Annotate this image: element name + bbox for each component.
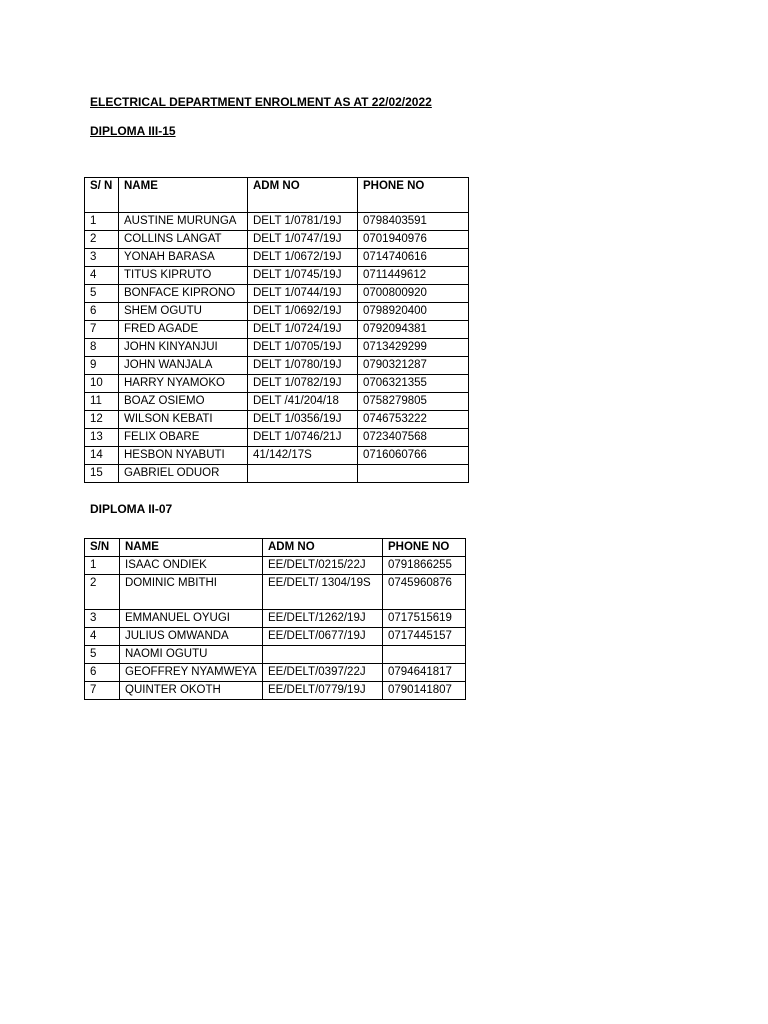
cell-sn: 15 xyxy=(85,465,119,483)
column-header-adm-no: ADM NO xyxy=(263,539,383,557)
column-header-adm-no: ADM NO xyxy=(248,178,358,213)
cell-adm-no: DELT 1/0356/19J xyxy=(248,411,358,429)
table-header-row xyxy=(85,539,466,557)
cell-phone-no: 0716060766 xyxy=(358,447,469,465)
cell-sn: 13 xyxy=(85,429,119,447)
cell-name: HESBON NYABUTI xyxy=(119,447,248,465)
cell-sn: 11 xyxy=(85,393,119,411)
table-row xyxy=(85,557,466,575)
cell-phone-no: 0794641817 xyxy=(383,664,466,682)
table-row xyxy=(85,213,469,231)
cell-sn: 8 xyxy=(85,339,119,357)
table-row xyxy=(85,664,466,682)
cell-adm-no: EE/DELT/1262/19J xyxy=(263,610,383,628)
cell-sn: 12 xyxy=(85,411,119,429)
cell-adm-no: EE/DELT/0397/22J xyxy=(263,664,383,682)
cell-phone-no: 0717445157 xyxy=(383,628,466,646)
cell-adm-no: DELT 1/0781/19J xyxy=(248,213,358,231)
cell-adm-no: EE/DELT/ 1304/19S xyxy=(263,575,383,610)
cell-sn: 9 xyxy=(85,357,119,375)
cell-name: QUINTER OKOTH xyxy=(120,682,263,700)
table-row xyxy=(85,682,466,700)
table-row xyxy=(85,321,469,339)
cell-name: EMMANUEL OYUGI xyxy=(120,610,263,628)
table-row xyxy=(85,267,469,285)
cell-phone-no: 0701940976 xyxy=(358,231,469,249)
cell-sn: 7 xyxy=(85,682,120,700)
cell-adm-no: EE/DELT/0215/22J xyxy=(263,557,383,575)
cell-name: COLLINS LANGAT xyxy=(119,231,248,249)
cell-adm-no: DELT 1/0692/19J xyxy=(248,303,358,321)
diploma-3-table xyxy=(84,177,469,483)
cell-sn: 2 xyxy=(85,231,119,249)
cell-name: SHEM OGUTU xyxy=(119,303,248,321)
cell-phone-no: 0723407568 xyxy=(358,429,469,447)
cell-name: WILSON KEBATI xyxy=(119,411,248,429)
table-header-row xyxy=(85,178,469,213)
cell-phone-no: 0714740616 xyxy=(358,249,469,267)
cell-sn: 4 xyxy=(85,267,119,285)
table-row xyxy=(85,393,469,411)
cell-name: GABRIEL ODUOR xyxy=(119,465,248,483)
cell-sn: 3 xyxy=(85,249,119,267)
cell-phone-no: 0790321287 xyxy=(358,357,469,375)
cell-phone-no: 0717515619 xyxy=(383,610,466,628)
cell-name: BONFACE KIPRONO xyxy=(119,285,248,303)
cell-sn: 1 xyxy=(85,213,119,231)
cell-phone-no: 0713429299 xyxy=(358,339,469,357)
cell-phone-no: 0700800920 xyxy=(358,285,469,303)
cell-name: JULIUS OMWANDA xyxy=(120,628,263,646)
cell-name: YONAH BARASA xyxy=(119,249,248,267)
cell-sn: 6 xyxy=(85,303,119,321)
diploma-3-heading: DIPLOMA III-15 xyxy=(90,124,176,138)
cell-phone-no: 0745960876 xyxy=(383,575,466,610)
cell-name: NAOMI OGUTU xyxy=(120,646,263,664)
column-header-phone-no: PHONE NO xyxy=(358,178,469,213)
cell-adm-no: DELT 1/0780/19J xyxy=(248,357,358,375)
cell-adm-no: DELT 1/0746/21J xyxy=(248,429,358,447)
cell-sn: 2 xyxy=(85,575,120,610)
cell-adm-no: DELT /41/204/18 xyxy=(248,393,358,411)
table-row xyxy=(85,285,469,303)
table-row xyxy=(85,610,466,628)
cell-sn: 5 xyxy=(85,285,119,303)
cell-sn: 6 xyxy=(85,664,120,682)
cell-adm-no: DELT 1/0744/19J xyxy=(248,285,358,303)
cell-sn: 14 xyxy=(85,447,119,465)
cell-name: HARRY NYAMOKO xyxy=(119,375,248,393)
cell-sn: 7 xyxy=(85,321,119,339)
column-header-name: NAME xyxy=(119,178,248,213)
diploma-2-heading: DIPLOMA II-07 xyxy=(90,502,173,516)
cell-adm-no: EE/DELT/0677/19J xyxy=(263,628,383,646)
table-row xyxy=(85,357,469,375)
cell-sn: 4 xyxy=(85,628,120,646)
cell-name: DOMINIC MBITHI xyxy=(120,575,263,610)
cell-sn: 5 xyxy=(85,646,120,664)
cell-phone-no: 0792094381 xyxy=(358,321,469,339)
cell-name: TITUS KIPRUTO xyxy=(119,267,248,285)
column-header-name: NAME xyxy=(120,539,263,557)
cell-name: GEOFFREY NYAMWEYA xyxy=(120,664,263,682)
table-row xyxy=(85,646,466,664)
document-title: ELECTRICAL DEPARTMENT ENROLMENT AS AT 22/02/2022 xyxy=(90,95,432,109)
cell-sn: 3 xyxy=(85,610,120,628)
table-row xyxy=(85,339,469,357)
column-header-phone-no: PHONE NO xyxy=(383,539,466,557)
cell-phone-no: 0791866255 xyxy=(383,557,466,575)
table-row xyxy=(85,575,466,610)
cell-phone-no: 0798403591 xyxy=(358,213,469,231)
table-row xyxy=(85,465,469,483)
cell-sn: 10 xyxy=(85,375,119,393)
cell-adm-no: DELT 1/0782/19J xyxy=(248,375,358,393)
cell-adm-no xyxy=(263,646,383,664)
cell-name: FRED AGADE xyxy=(119,321,248,339)
table-row xyxy=(85,249,469,267)
cell-name: BOAZ OSIEMO xyxy=(119,393,248,411)
cell-phone-no xyxy=(383,646,466,664)
cell-adm-no: DELT 1/0747/19J xyxy=(248,231,358,249)
cell-name: ISAAC ONDIEK xyxy=(120,557,263,575)
cell-name: JOHN WANJALA xyxy=(119,357,248,375)
cell-adm-no: DELT 1/0745/19J xyxy=(248,267,358,285)
cell-phone-no: 0798920400 xyxy=(358,303,469,321)
cell-phone-no: 0711449612 xyxy=(358,267,469,285)
cell-adm-no: 41/142/17S xyxy=(248,447,358,465)
cell-adm-no: DELT 1/0672/19J xyxy=(248,249,358,267)
cell-adm-no: DELT 1/0724/19J xyxy=(248,321,358,339)
column-header-sn: S/ N xyxy=(85,178,119,213)
table-row xyxy=(85,447,469,465)
cell-name: FELIX OBARE xyxy=(119,429,248,447)
cell-adm-no: DELT 1/0705/19J xyxy=(248,339,358,357)
column-header-sn: S/N xyxy=(85,539,120,557)
cell-sn: 1 xyxy=(85,557,120,575)
cell-phone-no: 0746753222 xyxy=(358,411,469,429)
cell-adm-no xyxy=(248,465,358,483)
table-row xyxy=(85,303,469,321)
cell-phone-no xyxy=(358,465,469,483)
table-row xyxy=(85,628,466,646)
cell-phone-no: 0758279805 xyxy=(358,393,469,411)
cell-phone-no: 0706321355 xyxy=(358,375,469,393)
table-row xyxy=(85,411,469,429)
cell-adm-no: EE/DELT/0779/19J xyxy=(263,682,383,700)
table-row xyxy=(85,375,469,393)
cell-phone-no: 0790141807 xyxy=(383,682,466,700)
table-row xyxy=(85,429,469,447)
table-row xyxy=(85,231,469,249)
diploma-2-table xyxy=(84,538,466,700)
cell-name: AUSTINE MURUNGA xyxy=(119,213,248,231)
cell-name: JOHN KINYANJUI xyxy=(119,339,248,357)
